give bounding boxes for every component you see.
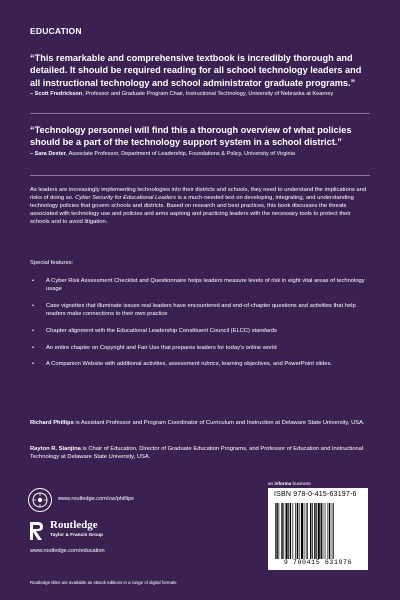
quote-affiliation: , Associate Professor, Department of Leadership, Foundations & Policy, University of Virginia [65,150,296,157]
barcode-bar [275,503,276,559]
quote-author: – Scott Fredrickson [30,91,83,98]
barcode-bar [318,503,320,559]
isbn-number: ISBN 978-0-415-63197-6 [274,491,357,498]
informa-name: informa [274,481,292,486]
author-name: Richard Phillips [30,420,74,426]
features-list [30,278,370,378]
informa-business-label [268,481,311,486]
barcode-bar [293,503,294,559]
description-text: is a much-needed text on developing, integrating, and understanding technology policies that govern schools and districts. Based on research and best practices, this book discusses the threats associated with technology use and policies and arms aspiring and practicing leaders with the necessary tools to protect their schools and to avoid litigation. [30,195,354,226]
barcode-bar [332,503,333,559]
barcode-bar [301,503,303,559]
barcode-bar [316,503,317,559]
author-bio: is Assistant Professor and Program Coordinator of Curriculum and Instruction at Delaware State University, USA. [73,420,365,426]
companion-website-icon [28,488,52,512]
publisher-name: Routledge [50,519,98,531]
quote-affiliation: , Professor and Graduate Program Chair, Instructional Technology, University of Nebraska at Kearney [82,91,334,98]
barcode-bar [328,503,329,559]
endorsement-quote-1 [30,52,370,99]
routledge-logo-icon [28,520,46,542]
isbn-barcode [268,488,368,570]
author-bio-2 [30,445,370,461]
companion-website-link[interactable]: www.routledge.com/cw/phillips [58,496,134,502]
author-bio-1 [30,419,370,427]
informa-suffix: business [291,481,311,486]
divider [30,113,370,114]
barcode-bar [306,503,307,559]
author-bio: is Chair of Education, Director of Graduate Education Programs, and Professor of Education and Instructional Technology at Delaware State University, USA. [30,446,364,460]
barcode-bar [321,503,322,559]
endorsement-quote-2 [30,124,370,158]
barcode-bar [279,503,280,559]
barcode-bar [312,503,313,559]
barcode-bar [307,503,308,559]
barcode-bar [295,503,296,559]
feature-item: • Case vignettes that illuminate issues real leaders have encountered and end-of-chapter questions and activities that help readers make connections to their own practice [30,303,370,319]
publisher-group: Taylor & Francis Group [50,533,103,538]
quote-text: “This remarkable and comprehensive textbook is incredibly thorough and detailed. It should be required reading for all school technology leaders and all instructional technology and school administrator graduate programs.” [30,53,362,88]
feature-item: • Chapter alignment with the Educational Leadership Constituent Council (ELCC) standards [30,328,370,336]
ebook-note: Routledge titles are available as eBook editions in a range of digital formats [30,580,177,585]
barcode-bar [297,503,298,559]
book-title: Cyber Security for Educational Leaders [75,195,176,202]
companion-badge-art [28,488,52,512]
divider [30,175,370,176]
barcode-bar [304,503,305,559]
barcode-bar [323,503,324,559]
author-name: Rayton R. Sianjina [30,446,81,452]
barcode-bar [286,503,288,559]
barcode-bar [329,503,330,559]
features-heading: Special features: [30,260,74,266]
quote-attribution [30,91,370,99]
barcode-bar [325,503,326,559]
quote-attribution [30,151,370,159]
book-description [30,186,370,226]
barcode-digits: 9 780415 631976 [283,559,353,566]
barcode-bar [333,503,334,559]
publisher-link[interactable]: www.routledge.com/education [30,548,105,554]
barcode-bar [281,503,282,559]
barcode-bar [290,503,291,559]
feature-item: • An entire chapter on Copyright and Fair Use that prepares leaders for today’s online world [30,345,370,353]
barcode-bar [283,503,284,559]
category-label: EDUCATION [30,26,82,36]
informa-prefix: an [268,481,275,486]
barcode-bar [310,503,311,559]
barcode-bars [274,503,362,559]
quote-text: “Technology personnel will find this a thorough overview of what policies should be a part of the technology support system in a school district.” [30,125,352,148]
barcode-bar [299,503,300,559]
barcode-bar [276,503,277,559]
quote-author: – Sara Dexter [30,150,66,157]
feature-item: • A Companion Website with additional activities, assessment rubrics, learning objectives, and PowerPoint slides. [30,361,370,369]
description-text: As leaders are increasingly implementing technologies into their districts and schools, they need to understand the implications and risks of doing so. [30,187,367,202]
feature-item: • A Cyber Risk Assessment Checklist and Questionnaire helps leaders measure levels of risk in eight vital areas of technology usage [30,278,370,294]
barcode-bar [314,503,315,559]
barcode-bar [288,503,289,559]
